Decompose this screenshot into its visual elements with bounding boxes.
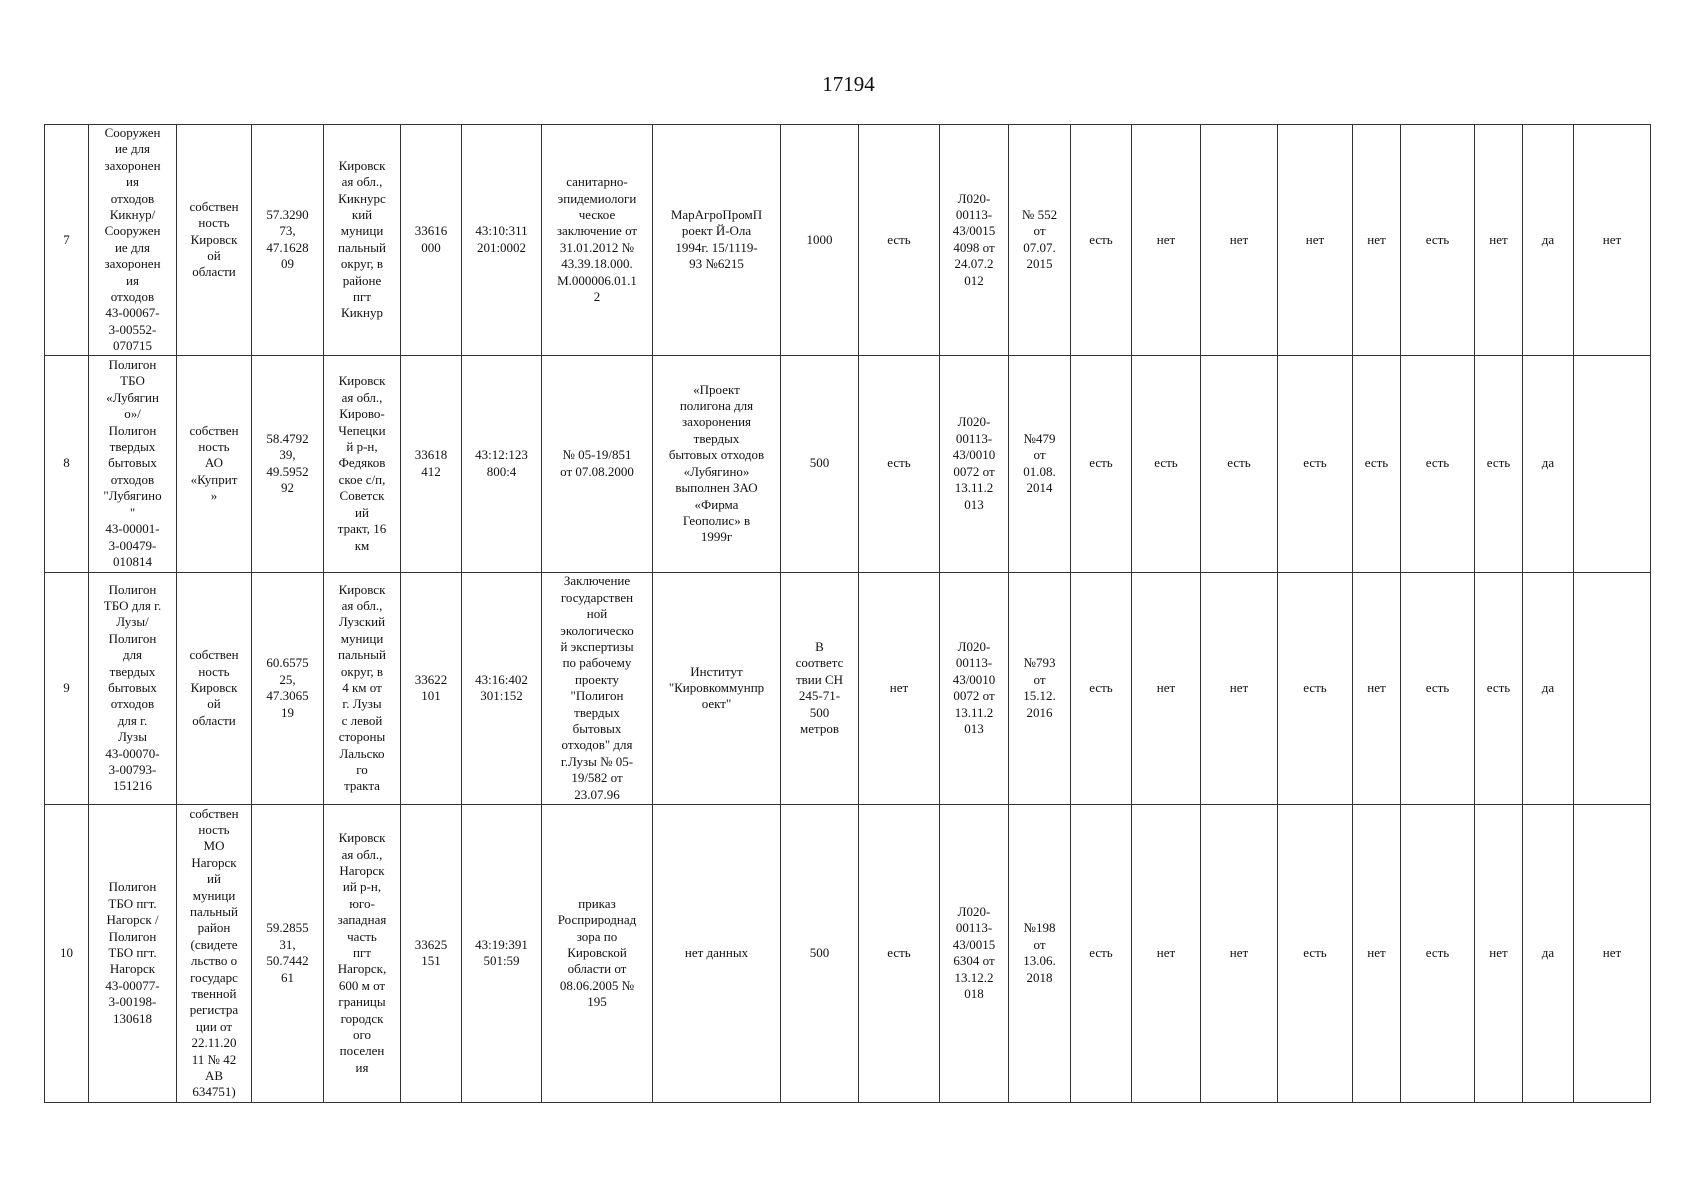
status-cell: есть	[1071, 355, 1132, 572]
status-cell: нет	[1475, 804, 1523, 1102]
table-row	[45, 572, 1651, 804]
owner: собствен ность Кировск ой области	[177, 125, 252, 356]
oktmo-code: 33616 000	[401, 125, 462, 356]
coordinates: 60.6575 25, 47.3065 19	[252, 572, 324, 804]
table-row	[45, 355, 1651, 572]
coordinates: 57.3290 73, 47.1628 09	[252, 125, 324, 356]
coordinates: 58.4792 39, 49.5952 92	[252, 355, 324, 572]
table-row	[45, 125, 1651, 356]
object-name: Полигон ТБО «Лубягин о»/ Полигон твердых бытовых отходов "Лубягино " 43-00001- 3-00479- 010814	[89, 355, 177, 572]
order-info: № 552 от 07.07. 2015	[1009, 125, 1071, 356]
license-info: Л020- 00113- 43/0010 0072 от 13.11.2 013	[940, 572, 1009, 804]
status-cell: есть	[1401, 804, 1475, 1102]
sanitary-zone: 1000	[781, 125, 859, 356]
cadastral-number: 43:12:123 800:4	[462, 355, 542, 572]
table-row	[45, 804, 1651, 1102]
status-cell: есть	[1132, 355, 1201, 572]
status-cell: нет	[859, 572, 940, 804]
page-number: 17194	[822, 72, 875, 96]
status-cell: есть	[1475, 355, 1523, 572]
status-cell: есть	[1278, 804, 1353, 1102]
oktmo-code: 33618 412	[401, 355, 462, 572]
status-cell: есть	[1071, 125, 1132, 356]
status-cell: есть	[1201, 355, 1278, 572]
oktmo-code: 33622 101	[401, 572, 462, 804]
order-info: №198 от 13.06. 2018	[1009, 804, 1071, 1102]
expert-conclusion: № 05-19/851 от 07.08.2000	[542, 355, 653, 572]
sanitary-zone: 500	[781, 804, 859, 1102]
cadastral-number: 43:16:402 301:152	[462, 572, 542, 804]
status-cell: нет	[1201, 125, 1278, 356]
status-cell: есть	[1475, 572, 1523, 804]
project-info: Институт "Кировкоммунпр оект"	[653, 572, 781, 804]
status-cell: нет	[1353, 804, 1401, 1102]
address: Кировск ая обл., Нагорск ий р-н, юго- западная часть пгт Нагорск, 600 м от границы городск ого поселен ия	[324, 804, 401, 1102]
status-cell: есть	[859, 355, 940, 572]
expert-conclusion: приказ Росприроднад зора по Кировской области от 08.06.2005 № 195	[542, 804, 653, 1102]
status-cell: есть	[859, 804, 940, 1102]
status-cell: нет	[1201, 804, 1278, 1102]
license-info: Л020- 00113- 43/0015 6304 от 13.12.2 018	[940, 804, 1009, 1102]
owner: собствен ность АО «Куприт »	[177, 355, 252, 572]
license-info: Л020- 00113- 43/0015 4098 от 24.07.2 012	[940, 125, 1009, 356]
status-cell: нет	[1353, 125, 1401, 356]
status-cell: есть	[859, 125, 940, 356]
status-cell: нет	[1201, 572, 1278, 804]
object-name: Полигон ТБО для г. Лузы/ Полигон для твердых бытовых отходов для г. Лузы 43-00070- 3-00793- 151216	[89, 572, 177, 804]
project-info: нет данных	[653, 804, 781, 1102]
expert-conclusion: Заключение государствен ной экологическо й экспертизы по рабочему проекту "Полигон твердых бытовых отходов" для г.Лузы № 05- 19/582 от 23.07.96	[542, 572, 653, 804]
address: Кировск ая обл., Кирово- Чепецки й р-н, Федяков ское с/п, Советск ий тракт, 16 км	[324, 355, 401, 572]
status-cell	[1574, 572, 1651, 804]
landfill-registry-table	[44, 124, 1651, 1103]
status-cell: нет	[1475, 125, 1523, 356]
status-cell: есть	[1401, 125, 1475, 356]
object-name: Сооружен ие для захоронен ия отходов Кикнур/ Сооружен ие для захоронен ия отходов 43-00067- 3-00552- 070715	[89, 125, 177, 356]
status-cell: есть	[1353, 355, 1401, 572]
status-cell: есть	[1278, 355, 1353, 572]
license-info: Л020- 00113- 43/0010 0072 от 13.11.2 013	[940, 355, 1009, 572]
status-cell: нет	[1574, 125, 1651, 356]
status-cell: нет	[1132, 125, 1201, 356]
status-cell: нет	[1132, 572, 1201, 804]
sanitary-zone: В соответс твии СН 245-71- 500 метров	[781, 572, 859, 804]
row-number: 9	[45, 572, 89, 804]
address: Кировск ая обл., Лузский муници пальный округ, в 4 км от г. Лузы с левой стороны Лальско го тракта	[324, 572, 401, 804]
status-cell: нет	[1132, 804, 1201, 1102]
project-info: МарАгроПромП роект Й-Ола 1994г. 15/1119- 93 №6215	[653, 125, 781, 356]
row-number: 7	[45, 125, 89, 356]
status-cell: да	[1523, 125, 1574, 356]
order-info: №479 от 01.08. 2014	[1009, 355, 1071, 572]
address: Кировск ая обл., Кикнурс кий муници пальный округ, в районе пгт Кикнур	[324, 125, 401, 356]
status-cell: есть	[1071, 804, 1132, 1102]
status-cell	[1574, 355, 1651, 572]
status-cell: нет	[1574, 804, 1651, 1102]
order-info: №793 от 15.12. 2016	[1009, 572, 1071, 804]
project-info: «Проект полигона для захоронения твердых бытовых отходов «Лубягино» выполнен ЗАО «Фирма Геополис» в 1999г	[653, 355, 781, 572]
status-cell: да	[1523, 355, 1574, 572]
status-cell: нет	[1278, 125, 1353, 356]
status-cell: да	[1523, 572, 1574, 804]
owner: собствен ность МО Нагорск ий муници пальный район (свидете льство о государс твенной регистра ции от 22.11.20 11 № 42 АВ 634751)	[177, 804, 252, 1102]
status-cell: есть	[1071, 572, 1132, 804]
cadastral-number: 43:10:311 201:0002	[462, 125, 542, 356]
row-number: 8	[45, 355, 89, 572]
cadastral-number: 43:19:391 501:59	[462, 804, 542, 1102]
status-cell: нет	[1353, 572, 1401, 804]
status-cell: да	[1523, 804, 1574, 1102]
object-name: Полигон ТБО пгт. Нагорск / Полигон ТБО пгт. Нагорск 43-00077- 3-00198- 130618	[89, 804, 177, 1102]
sanitary-zone: 500	[781, 355, 859, 572]
coordinates: 59.2855 31, 50.7442 61	[252, 804, 324, 1102]
owner: собствен ность Кировск ой области	[177, 572, 252, 804]
status-cell: есть	[1401, 355, 1475, 572]
status-cell: есть	[1278, 572, 1353, 804]
expert-conclusion: санитарно- эпидемиологи ческое заключение от 31.01.2012 № 43.39.18.000. М.000006.01.1 2	[542, 125, 653, 356]
oktmo-code: 33625 151	[401, 804, 462, 1102]
status-cell: есть	[1401, 572, 1475, 804]
row-number: 10	[45, 804, 89, 1102]
